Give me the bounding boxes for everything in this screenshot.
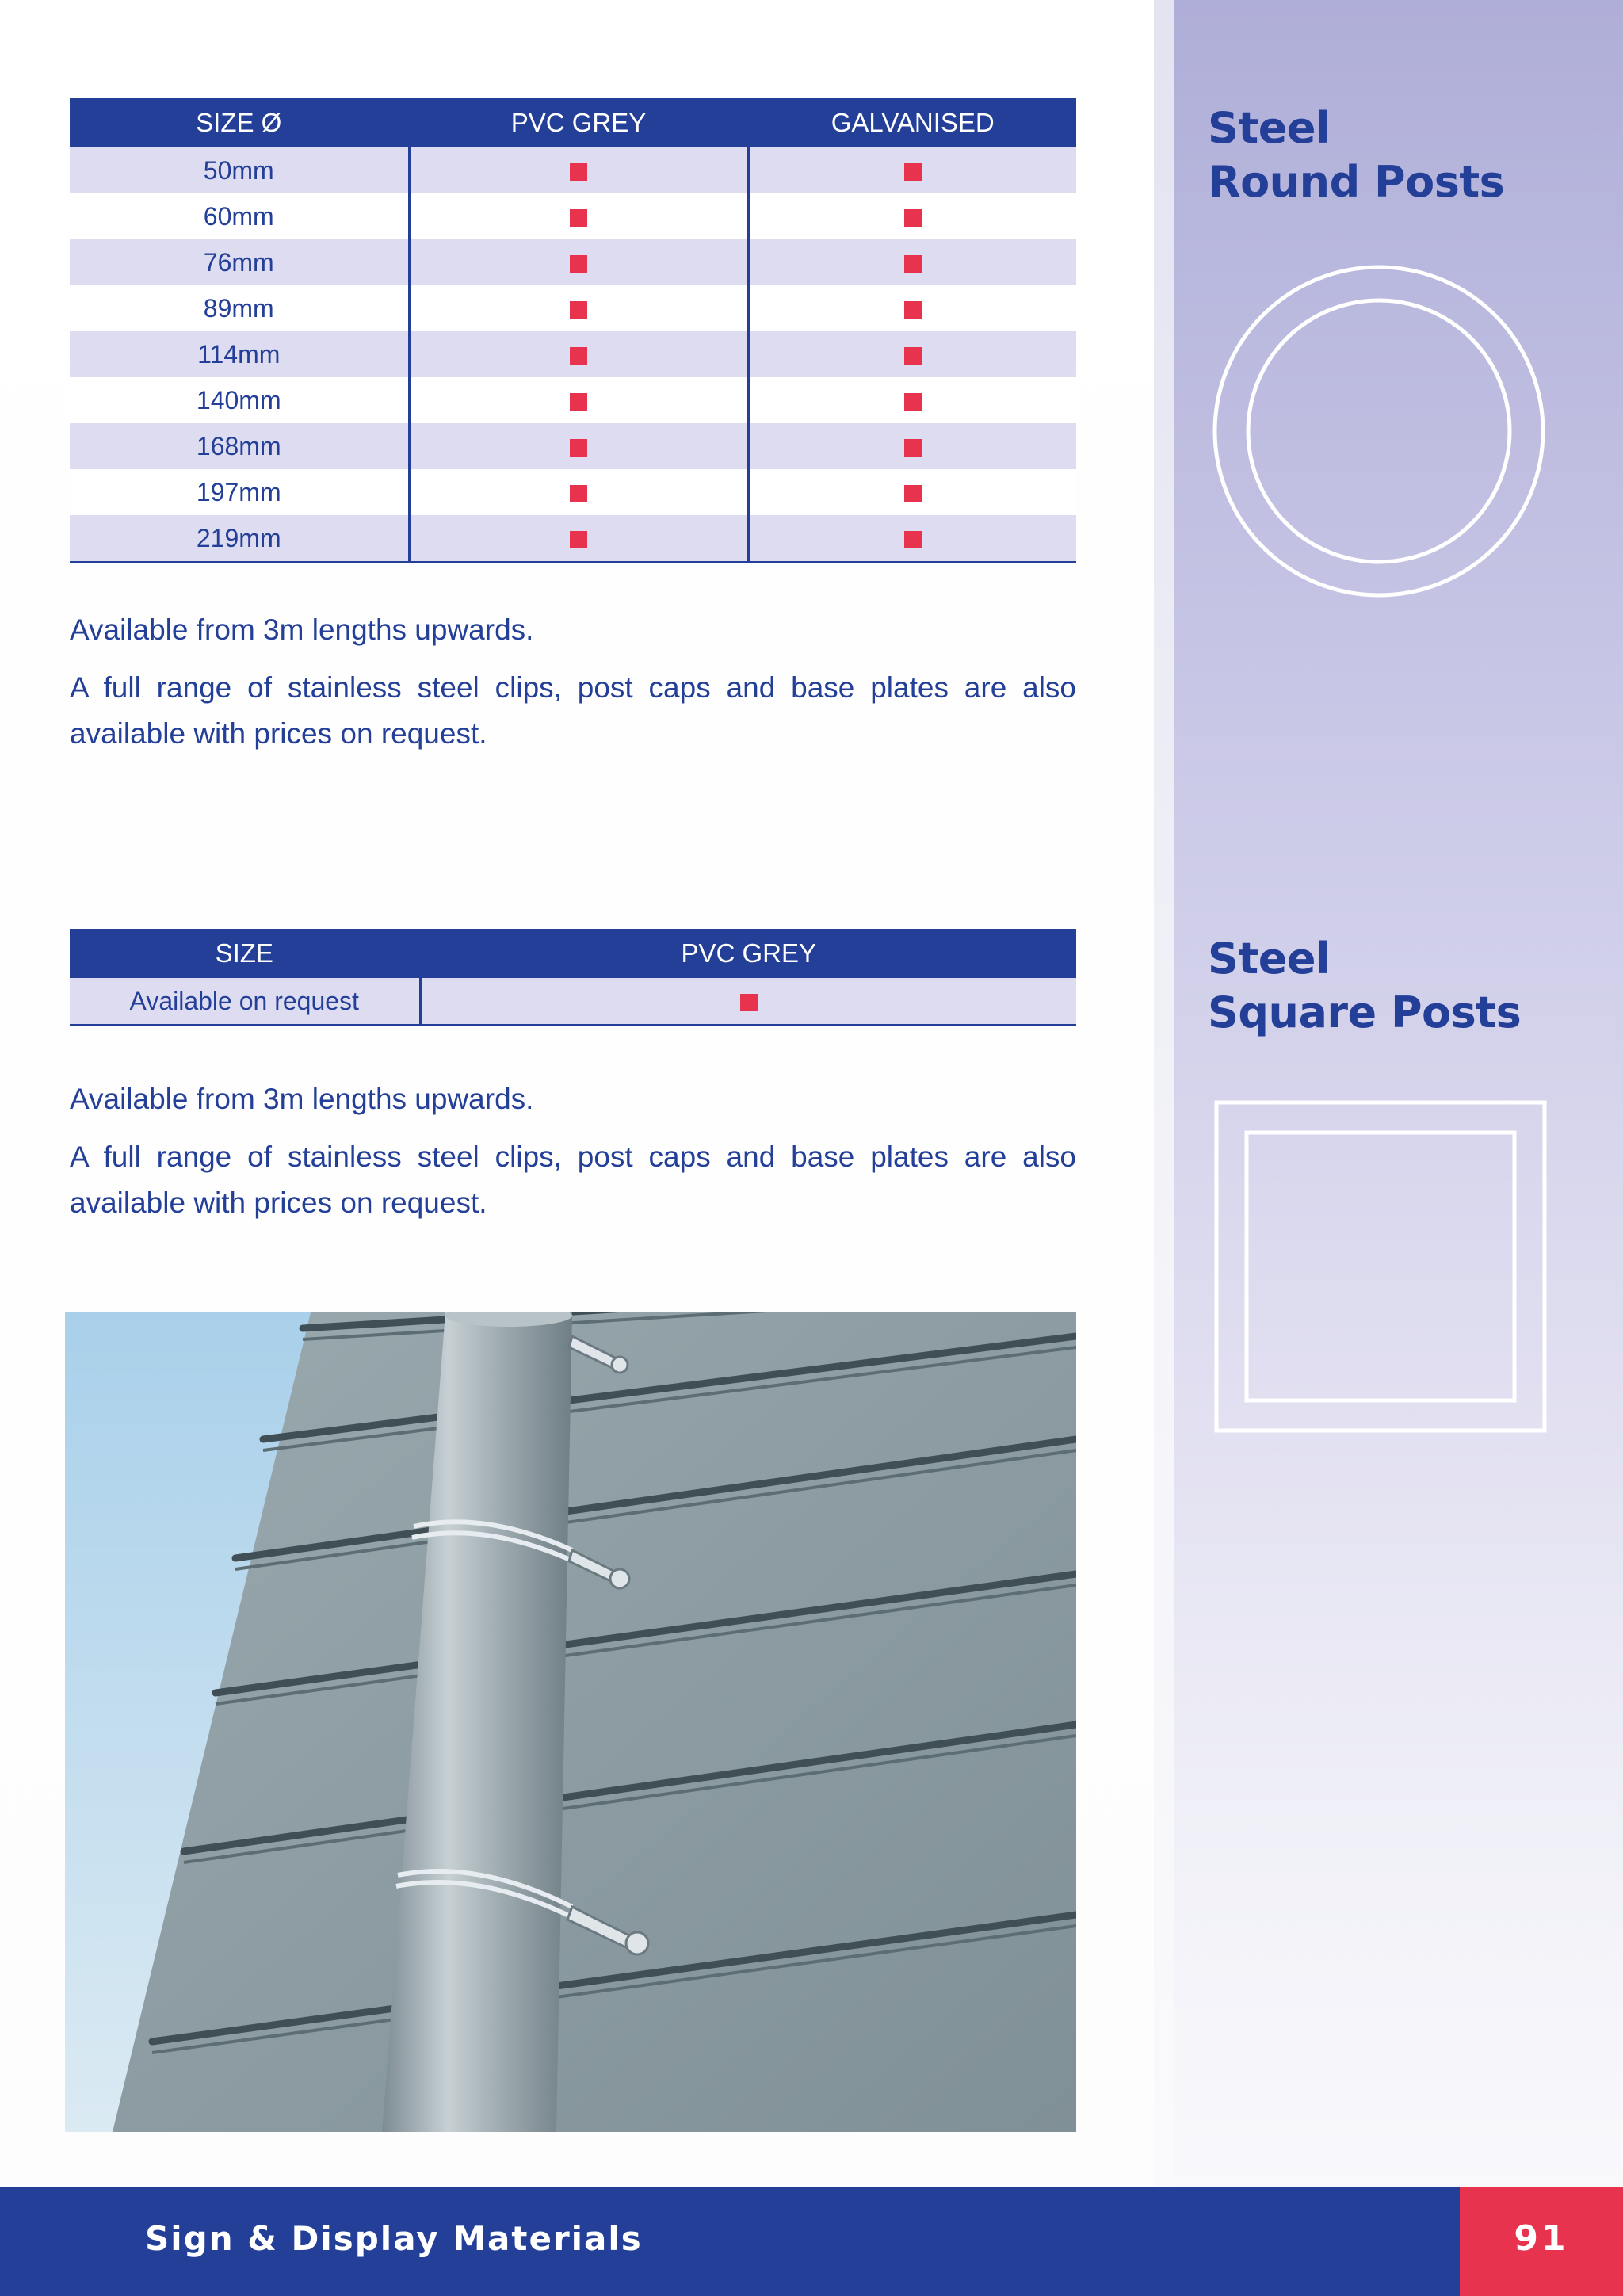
size-cell: Available on request xyxy=(70,978,420,1026)
table-row xyxy=(70,193,1076,239)
galvanised-cell xyxy=(748,147,1076,193)
size-cell: 140mm xyxy=(70,377,409,423)
galvanised-cell xyxy=(748,331,1076,377)
pvc-grey-cell xyxy=(409,515,748,563)
available-marker xyxy=(904,301,922,319)
available-marker xyxy=(570,347,587,365)
available-marker xyxy=(570,209,587,227)
sidebar-edge xyxy=(1154,0,1174,2187)
table-row xyxy=(70,147,1076,193)
available-marker xyxy=(570,301,587,319)
available-marker xyxy=(904,163,922,181)
square-posts-table xyxy=(70,929,1076,1026)
available-marker xyxy=(570,163,587,181)
galvanised-cell xyxy=(748,285,1076,331)
table-row xyxy=(70,331,1076,377)
size-cell: 114mm xyxy=(70,331,409,377)
size-cell: 89mm xyxy=(70,285,409,331)
size-cell: 50mm xyxy=(70,147,409,193)
square-posts-title xyxy=(1208,932,1521,1040)
table-row xyxy=(70,239,1076,285)
size-cell: 219mm xyxy=(70,515,409,563)
round-posts-table xyxy=(70,98,1076,563)
column-header-size: SIZE xyxy=(70,929,420,978)
table-row xyxy=(70,469,1076,515)
available-marker xyxy=(904,393,922,411)
page-number: 91 xyxy=(1514,2218,1569,2259)
galvanised-cell xyxy=(748,515,1076,563)
table-row xyxy=(70,423,1076,469)
galvanised-cell xyxy=(748,239,1076,285)
round-posts-note-accessories: A full range of stainless steel clips, post caps and base plates are also available with prices on request. xyxy=(70,671,1076,750)
column-header-size: SIZE Ø xyxy=(70,98,409,147)
galvanised-cell xyxy=(748,423,1076,469)
round-post-photo xyxy=(65,1312,1076,2132)
round-posts-note-lengths: Available from 3m lengths upwards. xyxy=(70,613,534,646)
galvanised-cell xyxy=(748,377,1076,423)
pvc-grey-cell xyxy=(409,147,748,193)
galvanised-cell xyxy=(748,193,1076,239)
available-marker xyxy=(570,531,587,548)
size-cell: 168mm xyxy=(70,423,409,469)
available-marker xyxy=(904,485,922,502)
round-posts-title-line1: Steel xyxy=(1208,103,1330,153)
table-row xyxy=(70,978,1076,1026)
size-cell: 197mm xyxy=(70,469,409,515)
table-row xyxy=(70,377,1076,423)
available-marker xyxy=(904,531,922,548)
round-post-photo-illustration xyxy=(65,1312,1076,2132)
column-header-pvc-grey: PVC GREY xyxy=(420,929,1076,978)
pvc-grey-cell xyxy=(409,193,748,239)
available-marker xyxy=(570,439,587,457)
pvc-grey-cell xyxy=(420,978,1076,1026)
square-posts-note-accessories: A full range of stainless steel clips, post caps and base plates are also available with prices on request. xyxy=(70,1140,1076,1219)
available-marker xyxy=(570,393,587,411)
square-posts-title-line1: Steel xyxy=(1208,934,1330,984)
table-row xyxy=(70,515,1076,563)
pvc-grey-cell xyxy=(409,331,748,377)
round-posts-title xyxy=(1208,101,1504,209)
table-header-row xyxy=(70,929,1076,978)
pvc-grey-cell xyxy=(409,469,748,515)
square-post-cross-section-icon xyxy=(1214,1100,1547,1433)
round-posts-title-line2: Round Posts xyxy=(1208,157,1505,207)
square-posts-title-line2: Square Posts xyxy=(1208,988,1522,1037)
size-cell: 76mm xyxy=(70,239,409,285)
column-header-pvc-grey: PVC GREY xyxy=(409,98,748,147)
available-marker xyxy=(904,255,922,273)
available-marker xyxy=(904,439,922,457)
pvc-grey-cell xyxy=(409,377,748,423)
available-marker xyxy=(904,209,922,227)
table-header-row xyxy=(70,98,1076,147)
table-row xyxy=(70,285,1076,331)
available-marker xyxy=(570,485,587,502)
galvanised-cell xyxy=(748,469,1076,515)
pvc-grey-cell xyxy=(409,423,748,469)
available-marker xyxy=(570,255,587,273)
column-header-galvanised: GALVANISED xyxy=(748,98,1076,147)
pvc-grey-cell xyxy=(409,239,748,285)
square-posts-note-lengths: Available from 3m lengths upwards. xyxy=(70,1083,534,1115)
size-cell: 60mm xyxy=(70,193,409,239)
footer-section-title: Sign & Display Materials xyxy=(145,2219,643,2258)
available-marker xyxy=(740,994,758,1011)
available-marker xyxy=(904,347,922,365)
pvc-grey-cell xyxy=(409,285,748,331)
round-post-cross-section-icon xyxy=(1212,265,1545,598)
